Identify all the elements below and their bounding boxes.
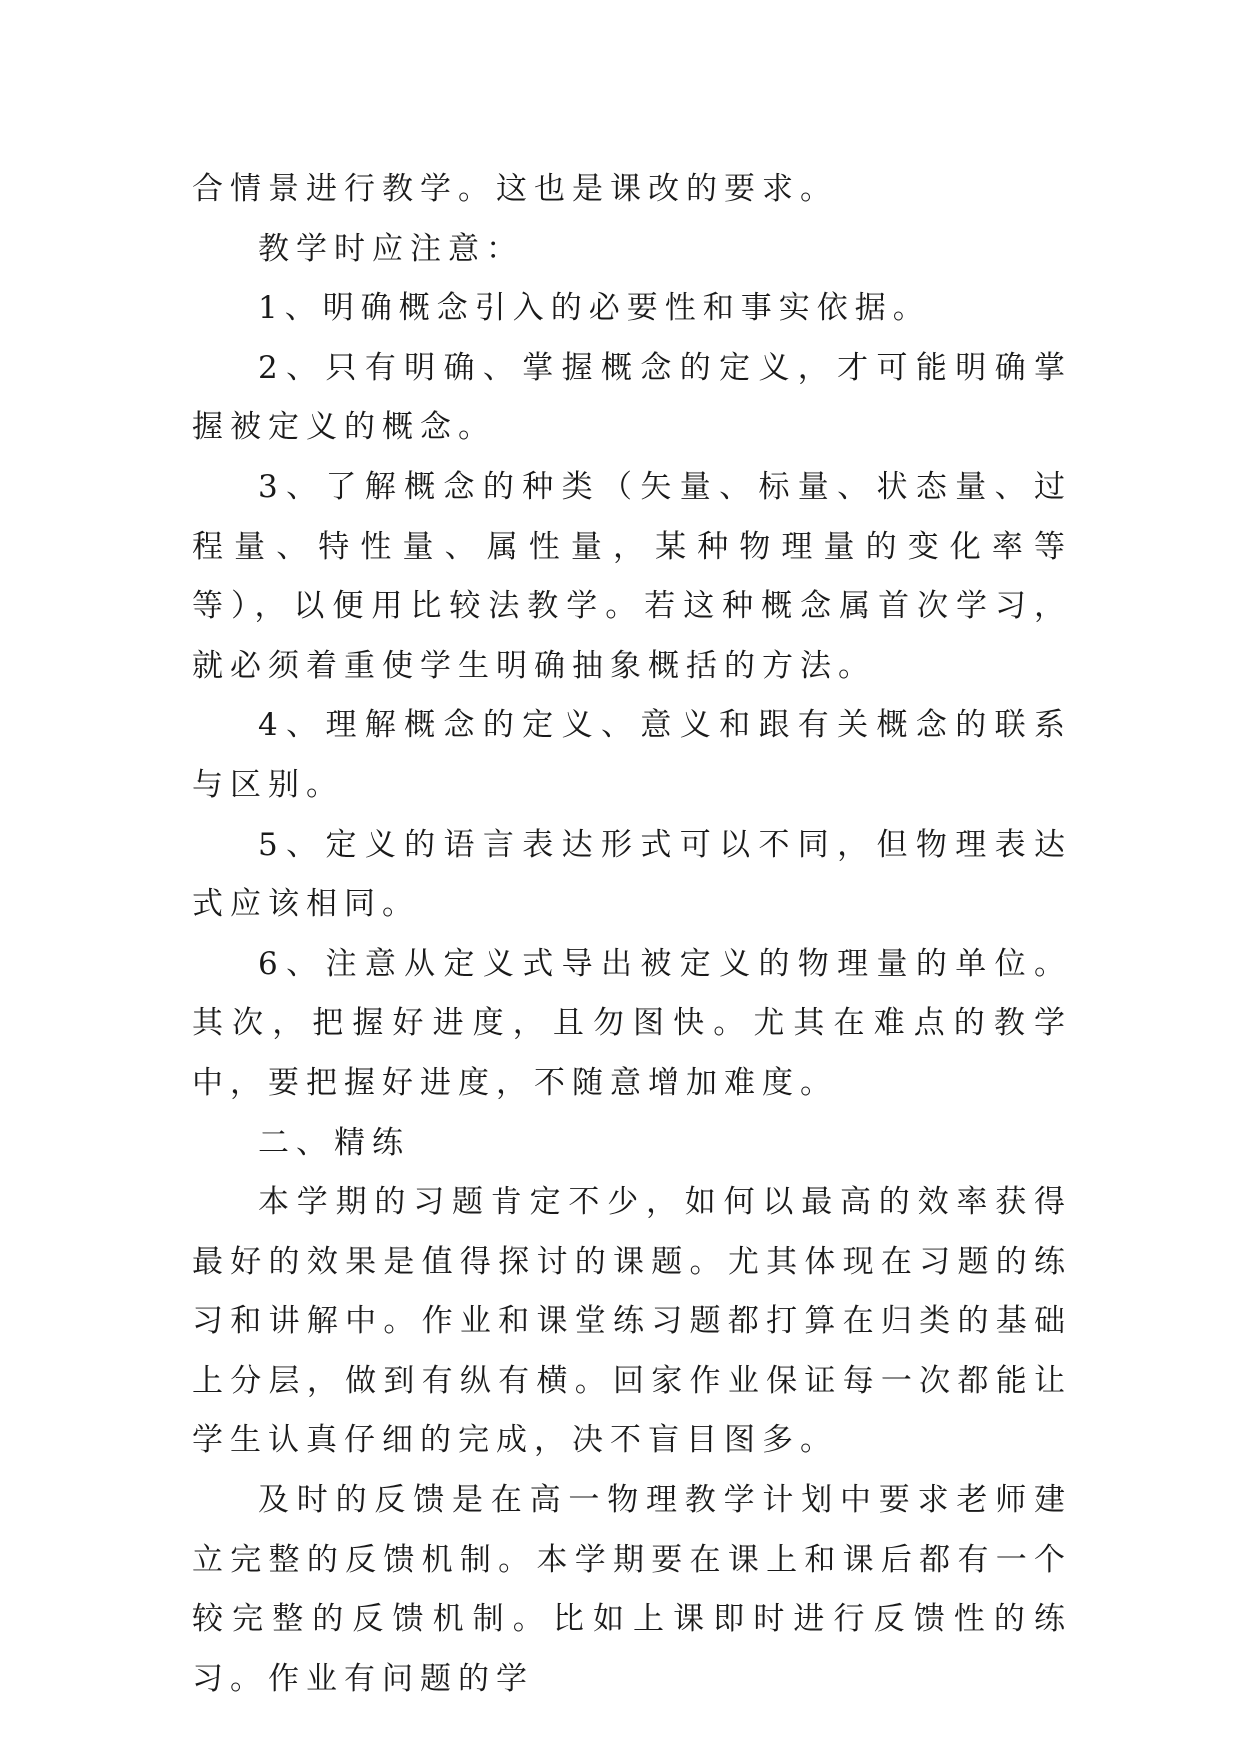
document-body <box>192 160 1072 1709</box>
paragraph-item-2: 2、只有明确、掌握概念的定义，才可能明确掌握被定义的概念。 <box>192 349 1072 446</box>
paragraph-feedback: 及时的反馈是在高一物理教学计划中要求老师建立完整的反馈机制。本学期要在课上和课后都有一个较完整的反馈机制。比如上课即时进行反馈性的练习。作业有问题的学 <box>192 1482 1072 1697</box>
paragraph-item-6: 6、注意从定义式导出被定义的物理量的单位。其次，把握好进度，且勿图快。尤其在难点的教学中，要把握好进度，不随意增加难度。 <box>192 945 1072 1101</box>
paragraph-item-3: 3、了解概念的种类（矢量、标量、状态量、过程量、特性量、属性量，某种物理量的变化率等等），以便用比较法教学。若这种概念属首次学习，就必须着重使学生明确抽象概括的方法。 <box>192 468 1072 684</box>
paragraph-exercises: 本学期的习题肯定不少，如何以最高的效率获得最好的效果是值得探讨的课题。尤其体现在习题的练习和讲解中。作业和课堂练习题都打算在归类的基础上分层，做到有纵有横。回家作业保证每一次都能让学生认真仔细的完成，决不盲目图多。 <box>192 1184 1072 1459</box>
paragraph-item-4: 4、理解概念的定义、意义和跟有关概念的联系与区别。 <box>192 707 1072 803</box>
paragraph-teaching-notes-heading: 教学时应注意： <box>258 230 524 267</box>
paragraph-item-5: 5、定义的语言表达形式可以不同，但物理表达式应该相同。 <box>192 826 1072 923</box>
paragraph-item-1: 1、明确概念引入的必要性和事实依据。 <box>258 290 931 327</box>
section-heading-practice: 二、精练 <box>258 1124 410 1161</box>
paragraph-continuation: 合情景进行教学。这也是课改的要求。 <box>192 171 838 207</box>
